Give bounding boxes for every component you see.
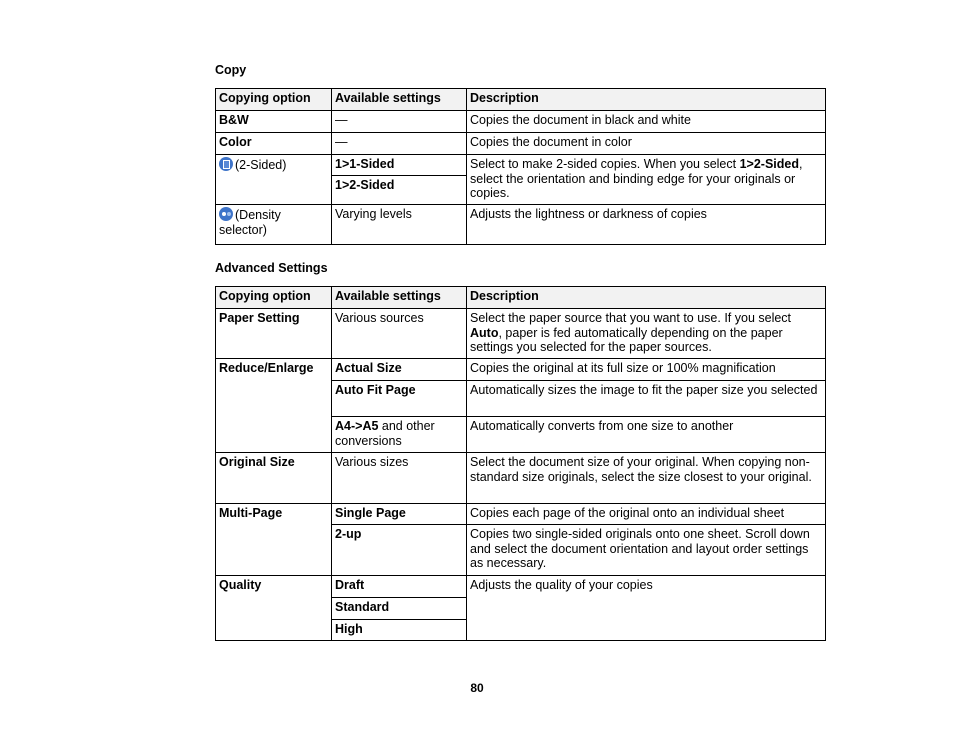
desc-original-size: Select the document size of your original. When copying non-standard size originals, select the size closest to your original. <box>467 453 826 504</box>
table-row <box>216 205 826 245</box>
advanced-settings-heading: Advanced Settings <box>215 261 328 275</box>
desc-a4-a5: Automatically converts from one size to another <box>467 417 826 453</box>
header-description: Description <box>467 287 826 309</box>
desc-paper-bold: Auto <box>470 325 499 340</box>
option-original-size: Original Size <box>216 453 332 504</box>
table-row <box>216 155 826 176</box>
header-available-settings: Available settings <box>332 89 467 111</box>
setting-actual-size: Actual Size <box>332 359 467 381</box>
desc-2-sided <box>467 155 826 205</box>
setting-draft: Draft <box>332 576 467 598</box>
desc-density: Adjusts the lightness or darkness of copies <box>467 205 826 245</box>
option-quality: Quality <box>216 576 332 641</box>
table-row <box>216 453 826 504</box>
desc-single-page: Copies each page of the original onto an individual sheet <box>467 504 826 525</box>
advanced-settings-table <box>215 286 826 641</box>
desc-2-sided-part1: Select to make 2-sided copies. When you select <box>470 157 740 171</box>
option-reduce-enlarge: Reduce/Enlarge <box>216 359 332 453</box>
option-bw: B&W <box>216 111 332 133</box>
setting-auto-fit-page: Auto Fit Page <box>332 381 467 417</box>
desc-2-up: Copies two single-sided originals onto one sheet. Scroll down and select the document orientation and layout order settings as necessary. <box>467 525 826 576</box>
setting-high: High <box>332 620 467 641</box>
option-density-label: (Density selector) <box>219 208 281 237</box>
setting-color: — <box>332 133 467 155</box>
table-row <box>216 133 826 155</box>
table-row <box>216 504 826 525</box>
option-paper-setting: Paper Setting <box>216 309 332 359</box>
copy-table <box>215 88 826 245</box>
header-description: Description <box>467 89 826 111</box>
desc-2-sided-part2: , select the orientation and binding edge for your originals or copies. <box>470 157 803 201</box>
setting-standard: Standard <box>332 598 467 620</box>
setting-bw: — <box>332 111 467 133</box>
desc-paper <box>467 309 826 359</box>
desc-actual-size: Copies the original at its full size or 100% magnification <box>467 359 826 381</box>
desc-color: Copies the document in color <box>467 133 826 155</box>
header-available-settings: Available settings <box>332 287 467 309</box>
desc-2-sided-bold: 1>2-Sided <box>739 157 799 171</box>
setting-1-1-sided: 1>1-Sided <box>332 155 467 176</box>
table-header-row <box>216 89 826 111</box>
option-color: Color <box>216 133 332 155</box>
desc-paper-part1: Select the paper source that you want to use. If you select <box>470 311 792 325</box>
table-row <box>216 576 826 598</box>
density-selector-icon <box>219 207 233 221</box>
desc-paper-part2: , paper is fed automatically depending on the paper settings you selected for the paper sources. <box>470 325 783 355</box>
setting-2-up: 2-up <box>332 525 467 576</box>
page-number: 80 <box>470 681 484 695</box>
header-copying-option: Copying option <box>216 287 332 309</box>
option-2-sided-label: (2-Sided) <box>235 158 287 172</box>
setting-paper: Various sources <box>332 309 467 359</box>
table-row <box>216 309 826 359</box>
option-2-sided <box>216 155 332 205</box>
table-header-row <box>216 287 826 309</box>
2-sided-icon <box>219 157 233 171</box>
setting-original-size: Various sizes <box>332 453 467 504</box>
setting-single-page: Single Page <box>332 504 467 525</box>
header-copying-option: Copying option <box>216 89 332 111</box>
table-row <box>216 359 826 381</box>
option-multi-page: Multi-Page <box>216 504 332 576</box>
desc-auto-fit-page: Automatically sizes the image to fit the paper size you selected <box>467 381 826 417</box>
desc-bw: Copies the document in black and white <box>467 111 826 133</box>
setting-a4-a5 <box>332 417 467 453</box>
setting-1-2-sided: 1>2-Sided <box>332 176 467 205</box>
setting-density: Varying levels <box>332 205 467 245</box>
desc-quality: Adjusts the quality of your copies <box>467 576 826 641</box>
copy-heading: Copy <box>215 63 247 77</box>
table-row <box>216 111 826 133</box>
setting-a4-a5-rest: and other conversions <box>335 419 435 448</box>
setting-a4-a5-bold: A4->A5 <box>335 419 379 433</box>
option-density <box>216 205 332 245</box>
